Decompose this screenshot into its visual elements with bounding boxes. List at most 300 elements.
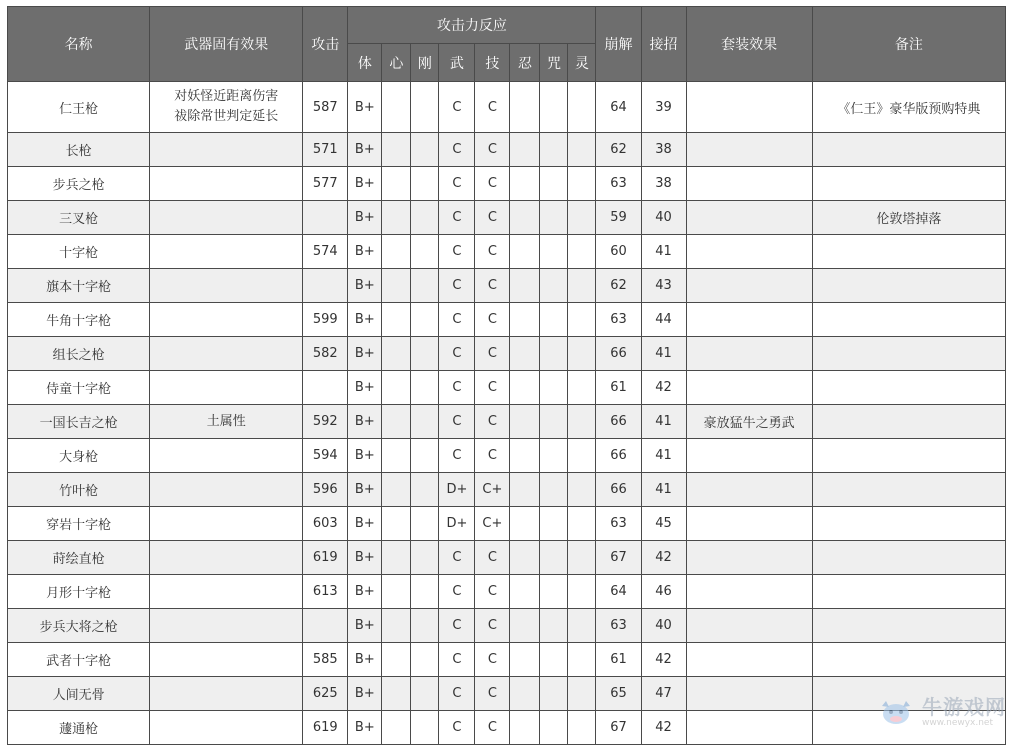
cell-scaling-2 bbox=[411, 677, 439, 711]
table-row bbox=[8, 235, 1006, 269]
cell-scaling-2 bbox=[411, 133, 439, 167]
cell-scaling-0: B+ bbox=[348, 371, 382, 405]
cell-effect bbox=[150, 677, 303, 711]
cell-scaling-5 bbox=[510, 337, 540, 371]
cell-note bbox=[812, 541, 1005, 575]
cell-name: 武者十字枪 bbox=[8, 643, 150, 677]
cell-name: 牛角十字枪 bbox=[8, 303, 150, 337]
cell-scaling-0: B+ bbox=[348, 167, 382, 201]
cell-break: 62 bbox=[596, 133, 641, 167]
cell-scaling-5 bbox=[510, 82, 540, 133]
effect-line: 祓除常世判定延长 bbox=[174, 109, 279, 124]
cell-scaling-7 bbox=[568, 371, 596, 405]
cell-scaling-1 bbox=[382, 82, 411, 133]
cell-scaling-3: C bbox=[439, 609, 475, 643]
cell-scaling-5 bbox=[510, 303, 540, 337]
header-attack: 攻击 bbox=[303, 7, 348, 82]
cell-scaling-4: C bbox=[475, 303, 510, 337]
cell-scaling-3: C bbox=[439, 575, 475, 609]
cell-break: 66 bbox=[596, 405, 641, 439]
cell-break: 67 bbox=[596, 541, 641, 575]
cell-scaling-6 bbox=[540, 337, 568, 371]
cell-scaling-6 bbox=[540, 235, 568, 269]
cell-effect bbox=[150, 439, 303, 473]
cell-scaling-7 bbox=[568, 337, 596, 371]
cell-break: 66 bbox=[596, 473, 641, 507]
cell-scaling-0: B+ bbox=[348, 269, 382, 303]
cell-attack: 613 bbox=[303, 575, 348, 609]
cell-scaling-2 bbox=[411, 337, 439, 371]
cell-scaling-5 bbox=[510, 507, 540, 541]
cell-parry: 41 bbox=[641, 473, 686, 507]
cell-effect bbox=[150, 575, 303, 609]
cell-scaling-2 bbox=[411, 405, 439, 439]
cell-note bbox=[812, 439, 1005, 473]
header-break: 崩解 bbox=[596, 7, 641, 82]
effect-line: 土属性 bbox=[206, 413, 246, 429]
cell-note bbox=[812, 507, 1005, 541]
cell-name: 步兵大将之枪 bbox=[8, 609, 150, 643]
cell-break: 60 bbox=[596, 235, 641, 269]
cell-effect bbox=[150, 269, 303, 303]
cell-scaling-6 bbox=[540, 541, 568, 575]
effect-line: 对妖怪近距离伤害 bbox=[174, 89, 279, 104]
cell-scaling-0: B+ bbox=[348, 337, 382, 371]
cell-note bbox=[812, 575, 1005, 609]
cell-note bbox=[812, 167, 1005, 201]
cell-break: 64 bbox=[596, 575, 641, 609]
cell-scaling-1 bbox=[382, 575, 411, 609]
cell-name: 旗本十字枪 bbox=[8, 269, 150, 303]
cell-parry: 42 bbox=[641, 643, 686, 677]
cell-parry: 42 bbox=[641, 541, 686, 575]
cell-note: 《仁王》豪华版预购特典 bbox=[812, 82, 1005, 133]
cell-set-bonus bbox=[686, 711, 812, 745]
cell-scaling-5 bbox=[510, 643, 540, 677]
cell-scaling-1 bbox=[382, 473, 411, 507]
cell-scaling-7 bbox=[568, 201, 596, 235]
cell-note bbox=[812, 473, 1005, 507]
cell-scaling-6 bbox=[540, 269, 568, 303]
cell-scaling-7 bbox=[568, 541, 596, 575]
cell-scaling-6 bbox=[540, 643, 568, 677]
cell-scaling-2 bbox=[411, 575, 439, 609]
cell-scaling-1 bbox=[382, 507, 411, 541]
cell-parry: 46 bbox=[641, 575, 686, 609]
cell-scaling-1 bbox=[382, 405, 411, 439]
cell-set-bonus bbox=[686, 82, 812, 133]
table-row bbox=[8, 303, 1006, 337]
cell-parry: 42 bbox=[641, 371, 686, 405]
cell-scaling-3: C bbox=[439, 439, 475, 473]
table-row bbox=[8, 201, 1006, 235]
cell-scaling-6 bbox=[540, 439, 568, 473]
cell-set-bonus bbox=[686, 609, 812, 643]
table-row bbox=[8, 337, 1006, 371]
header-scaling-group: 攻击力反应 bbox=[348, 7, 596, 44]
watermark-url: www.newyx.net bbox=[922, 718, 994, 728]
cell-break: 61 bbox=[596, 371, 641, 405]
cell-scaling-6 bbox=[540, 371, 568, 405]
cell-scaling-4: C bbox=[475, 201, 510, 235]
cell-scaling-7 bbox=[568, 235, 596, 269]
cell-scaling-4: C bbox=[475, 711, 510, 745]
cell-scaling-4: C bbox=[475, 371, 510, 405]
table-row bbox=[8, 677, 1006, 711]
table-row bbox=[8, 711, 1006, 745]
cell-name: 步兵之枪 bbox=[8, 167, 150, 201]
cell-name: 仁王枪 bbox=[8, 82, 150, 133]
cell-scaling-0: B+ bbox=[348, 405, 382, 439]
cell-parry: 41 bbox=[641, 235, 686, 269]
cell-scaling-7 bbox=[568, 269, 596, 303]
cell-scaling-7 bbox=[568, 439, 596, 473]
table-row bbox=[8, 473, 1006, 507]
cell-scaling-2 bbox=[411, 269, 439, 303]
cell-scaling-4: C bbox=[475, 167, 510, 201]
cell-scaling-2 bbox=[411, 609, 439, 643]
cell-scaling-5 bbox=[510, 371, 540, 405]
cell-scaling-5 bbox=[510, 235, 540, 269]
cell-scaling-4: C bbox=[475, 82, 510, 133]
cell-scaling-0: B+ bbox=[348, 677, 382, 711]
cell-scaling-7 bbox=[568, 405, 596, 439]
cell-note bbox=[812, 405, 1005, 439]
header-scaling-spirit: 灵 bbox=[568, 44, 596, 82]
cell-name: 十字枪 bbox=[8, 235, 150, 269]
cell-scaling-2 bbox=[411, 643, 439, 677]
cell-scaling-2 bbox=[411, 167, 439, 201]
cell-effect bbox=[150, 711, 303, 745]
cell-scaling-1 bbox=[382, 541, 411, 575]
cell-scaling-6 bbox=[540, 473, 568, 507]
table-row bbox=[8, 643, 1006, 677]
cell-scaling-5 bbox=[510, 677, 540, 711]
cell-scaling-2 bbox=[411, 473, 439, 507]
cell-note bbox=[812, 235, 1005, 269]
cell-name: 月形十字枪 bbox=[8, 575, 150, 609]
cell-attack: 587 bbox=[303, 82, 348, 133]
cell-attack: 582 bbox=[303, 337, 348, 371]
cell-set-bonus bbox=[686, 371, 812, 405]
cell-scaling-1 bbox=[382, 269, 411, 303]
cell-parry: 41 bbox=[641, 405, 686, 439]
cell-scaling-7 bbox=[568, 677, 596, 711]
cell-scaling-0: B+ bbox=[348, 133, 382, 167]
cell-name: 大身枪 bbox=[8, 439, 150, 473]
cell-scaling-3: D+ bbox=[439, 473, 475, 507]
header-scaling-stamina: 刚 bbox=[411, 44, 439, 82]
cell-scaling-3: C bbox=[439, 235, 475, 269]
cell-set-bonus bbox=[686, 473, 812, 507]
cell-scaling-2 bbox=[411, 711, 439, 745]
cell-scaling-3: C bbox=[439, 167, 475, 201]
cell-scaling-0: B+ bbox=[348, 507, 382, 541]
cell-attack: 574 bbox=[303, 235, 348, 269]
header-scaling-magic: 咒 bbox=[540, 44, 568, 82]
cell-parry: 47 bbox=[641, 677, 686, 711]
cell-scaling-0: B+ bbox=[348, 473, 382, 507]
cell-attack: 603 bbox=[303, 507, 348, 541]
table-row bbox=[8, 82, 1006, 133]
cell-scaling-2 bbox=[411, 439, 439, 473]
cell-scaling-3: C bbox=[439, 82, 475, 133]
table-row bbox=[8, 575, 1006, 609]
cell-set-bonus bbox=[686, 133, 812, 167]
cell-scaling-7 bbox=[568, 711, 596, 745]
cell-parry: 38 bbox=[641, 167, 686, 201]
cell-attack: 571 bbox=[303, 133, 348, 167]
cell-scaling-6 bbox=[540, 609, 568, 643]
cell-note bbox=[812, 643, 1005, 677]
cell-scaling-2 bbox=[411, 201, 439, 235]
cell-scaling-0: B+ bbox=[348, 235, 382, 269]
cell-effect bbox=[150, 541, 303, 575]
cell-attack: 577 bbox=[303, 167, 348, 201]
cell-scaling-6 bbox=[540, 575, 568, 609]
cell-scaling-5 bbox=[510, 201, 540, 235]
cell-name: 莳绘直枪 bbox=[8, 541, 150, 575]
cell-attack: 594 bbox=[303, 439, 348, 473]
cell-scaling-2 bbox=[411, 303, 439, 337]
cell-name: 人间无骨 bbox=[8, 677, 150, 711]
cell-scaling-3: C bbox=[439, 303, 475, 337]
cell-parry: 39 bbox=[641, 82, 686, 133]
cell-break: 67 bbox=[596, 711, 641, 745]
cell-scaling-3: C bbox=[439, 337, 475, 371]
header-scaling-dexterity: 忍 bbox=[510, 44, 540, 82]
cell-attack: 619 bbox=[303, 541, 348, 575]
cell-effect bbox=[150, 82, 303, 133]
cell-scaling-3: C bbox=[439, 711, 475, 745]
cell-note bbox=[812, 371, 1005, 405]
header-effect: 武器固有效果 bbox=[150, 7, 303, 82]
cell-scaling-0: B+ bbox=[348, 609, 382, 643]
cell-set-bonus bbox=[686, 643, 812, 677]
cell-scaling-0: B+ bbox=[348, 303, 382, 337]
cell-scaling-4: C bbox=[475, 643, 510, 677]
header-parry: 接招 bbox=[641, 7, 686, 82]
cell-scaling-4: C bbox=[475, 575, 510, 609]
watermark bbox=[876, 696, 1006, 728]
cell-break: 64 bbox=[596, 82, 641, 133]
table-row bbox=[8, 541, 1006, 575]
cell-scaling-1 bbox=[382, 371, 411, 405]
watermark-text: 牛游戏网 bbox=[922, 695, 1006, 719]
cell-scaling-0: B+ bbox=[348, 575, 382, 609]
cell-break: 65 bbox=[596, 677, 641, 711]
header-note: 备注 bbox=[812, 7, 1005, 82]
cell-scaling-4: C+ bbox=[475, 507, 510, 541]
cell-scaling-1 bbox=[382, 609, 411, 643]
cell-set-bonus bbox=[686, 677, 812, 711]
cell-scaling-6 bbox=[540, 133, 568, 167]
cell-scaling-6 bbox=[540, 405, 568, 439]
cell-effect bbox=[150, 609, 303, 643]
cell-scaling-7 bbox=[568, 167, 596, 201]
cell-scaling-5 bbox=[510, 133, 540, 167]
cell-parry: 41 bbox=[641, 337, 686, 371]
table-row bbox=[8, 609, 1006, 643]
cell-scaling-6 bbox=[540, 507, 568, 541]
header-name: 名称 bbox=[8, 7, 150, 82]
cell-set-bonus bbox=[686, 337, 812, 371]
cell-scaling-0: B+ bbox=[348, 643, 382, 677]
cell-set-bonus bbox=[686, 541, 812, 575]
cell-scaling-4: C bbox=[475, 133, 510, 167]
cell-attack bbox=[303, 371, 348, 405]
cell-scaling-2 bbox=[411, 235, 439, 269]
cell-scaling-6 bbox=[540, 201, 568, 235]
cell-scaling-3: D+ bbox=[439, 507, 475, 541]
cell-scaling-6 bbox=[540, 82, 568, 133]
cell-note bbox=[812, 609, 1005, 643]
table-row bbox=[8, 507, 1006, 541]
cell-attack bbox=[303, 609, 348, 643]
cell-effect bbox=[150, 405, 303, 439]
cell-set-bonus bbox=[686, 201, 812, 235]
cell-scaling-4: C bbox=[475, 439, 510, 473]
cell-attack: 599 bbox=[303, 303, 348, 337]
cell-set-bonus: 豪放猛牛之勇武 bbox=[686, 405, 812, 439]
cell-parry: 42 bbox=[641, 711, 686, 745]
header-scaling-body: 体 bbox=[348, 44, 382, 82]
cell-scaling-7 bbox=[568, 82, 596, 133]
table-row bbox=[8, 167, 1006, 201]
cell-scaling-5 bbox=[510, 269, 540, 303]
cell-note bbox=[812, 133, 1005, 167]
cell-attack bbox=[303, 269, 348, 303]
cell-scaling-3: C bbox=[439, 643, 475, 677]
cell-effect bbox=[150, 371, 303, 405]
cell-scaling-4: C bbox=[475, 337, 510, 371]
cell-name: 一国长吉之枪 bbox=[8, 405, 150, 439]
cell-parry: 44 bbox=[641, 303, 686, 337]
cell-break: 59 bbox=[596, 201, 641, 235]
cell-set-bonus bbox=[686, 575, 812, 609]
cell-break: 63 bbox=[596, 609, 641, 643]
weapon-table bbox=[7, 6, 1006, 745]
header-scaling-skill: 技 bbox=[475, 44, 510, 82]
cell-break: 63 bbox=[596, 507, 641, 541]
cell-scaling-0: B+ bbox=[348, 82, 382, 133]
cell-set-bonus bbox=[686, 167, 812, 201]
cell-scaling-0: B+ bbox=[348, 711, 382, 745]
cell-set-bonus bbox=[686, 439, 812, 473]
cow-logo-icon bbox=[876, 697, 920, 727]
cell-scaling-0: B+ bbox=[348, 439, 382, 473]
cell-scaling-4: C bbox=[475, 235, 510, 269]
cell-break: 62 bbox=[596, 269, 641, 303]
cell-scaling-5 bbox=[510, 439, 540, 473]
cell-name: 穿岩十字枪 bbox=[8, 507, 150, 541]
cell-parry: 40 bbox=[641, 609, 686, 643]
cell-scaling-2 bbox=[411, 371, 439, 405]
header-set-bonus: 套装效果 bbox=[686, 7, 812, 82]
cell-scaling-5 bbox=[510, 541, 540, 575]
cell-effect bbox=[150, 201, 303, 235]
cell-scaling-1 bbox=[382, 677, 411, 711]
cell-scaling-7 bbox=[568, 303, 596, 337]
cell-effect bbox=[150, 167, 303, 201]
cell-scaling-4: C bbox=[475, 541, 510, 575]
cell-set-bonus bbox=[686, 235, 812, 269]
cell-scaling-2 bbox=[411, 82, 439, 133]
cell-scaling-1 bbox=[382, 133, 411, 167]
cell-set-bonus bbox=[686, 507, 812, 541]
cell-attack bbox=[303, 201, 348, 235]
cell-break: 66 bbox=[596, 439, 641, 473]
cell-name: 组长之枪 bbox=[8, 337, 150, 371]
cell-scaling-0: B+ bbox=[348, 541, 382, 575]
cell-scaling-3: C bbox=[439, 201, 475, 235]
cell-scaling-7 bbox=[568, 507, 596, 541]
cell-break: 63 bbox=[596, 303, 641, 337]
header-scaling-heart: 心 bbox=[382, 44, 411, 82]
cell-scaling-3: C bbox=[439, 371, 475, 405]
cell-scaling-5 bbox=[510, 473, 540, 507]
cell-effect bbox=[150, 133, 303, 167]
cell-set-bonus bbox=[686, 269, 812, 303]
cell-break: 63 bbox=[596, 167, 641, 201]
header-scaling-strength: 武 bbox=[439, 44, 475, 82]
cell-parry: 43 bbox=[641, 269, 686, 303]
cell-scaling-4: C bbox=[475, 269, 510, 303]
cell-scaling-1 bbox=[382, 167, 411, 201]
table-body bbox=[8, 82, 1006, 745]
cell-scaling-6 bbox=[540, 711, 568, 745]
cell-scaling-7 bbox=[568, 575, 596, 609]
cell-attack: 585 bbox=[303, 643, 348, 677]
cell-scaling-4: C bbox=[475, 405, 510, 439]
table-row bbox=[8, 269, 1006, 303]
cell-note bbox=[812, 303, 1005, 337]
cell-scaling-3: C bbox=[439, 677, 475, 711]
cell-parry: 38 bbox=[641, 133, 686, 167]
cell-note bbox=[812, 337, 1005, 371]
cell-scaling-4: C bbox=[475, 609, 510, 643]
cell-scaling-2 bbox=[411, 541, 439, 575]
cell-attack: 625 bbox=[303, 677, 348, 711]
cell-attack: 592 bbox=[303, 405, 348, 439]
cell-effect bbox=[150, 507, 303, 541]
cell-scaling-7 bbox=[568, 643, 596, 677]
cell-scaling-3: C bbox=[439, 541, 475, 575]
cell-scaling-7 bbox=[568, 473, 596, 507]
table-row bbox=[8, 371, 1006, 405]
cell-scaling-1 bbox=[382, 711, 411, 745]
cell-break: 66 bbox=[596, 337, 641, 371]
cell-scaling-1 bbox=[382, 303, 411, 337]
cell-scaling-1 bbox=[382, 235, 411, 269]
cell-name: 蘧通枪 bbox=[8, 711, 150, 745]
cell-scaling-6 bbox=[540, 167, 568, 201]
cell-break: 61 bbox=[596, 643, 641, 677]
cell-scaling-5 bbox=[510, 575, 540, 609]
cell-scaling-7 bbox=[568, 609, 596, 643]
cell-set-bonus bbox=[686, 303, 812, 337]
cell-scaling-3: C bbox=[439, 133, 475, 167]
cell-scaling-7 bbox=[568, 133, 596, 167]
cell-effect bbox=[150, 643, 303, 677]
cell-effect bbox=[150, 473, 303, 507]
cell-parry: 41 bbox=[641, 439, 686, 473]
cell-scaling-6 bbox=[540, 677, 568, 711]
cell-name: 三叉枪 bbox=[8, 201, 150, 235]
cell-scaling-5 bbox=[510, 711, 540, 745]
cell-scaling-5 bbox=[510, 167, 540, 201]
cell-attack: 596 bbox=[303, 473, 348, 507]
